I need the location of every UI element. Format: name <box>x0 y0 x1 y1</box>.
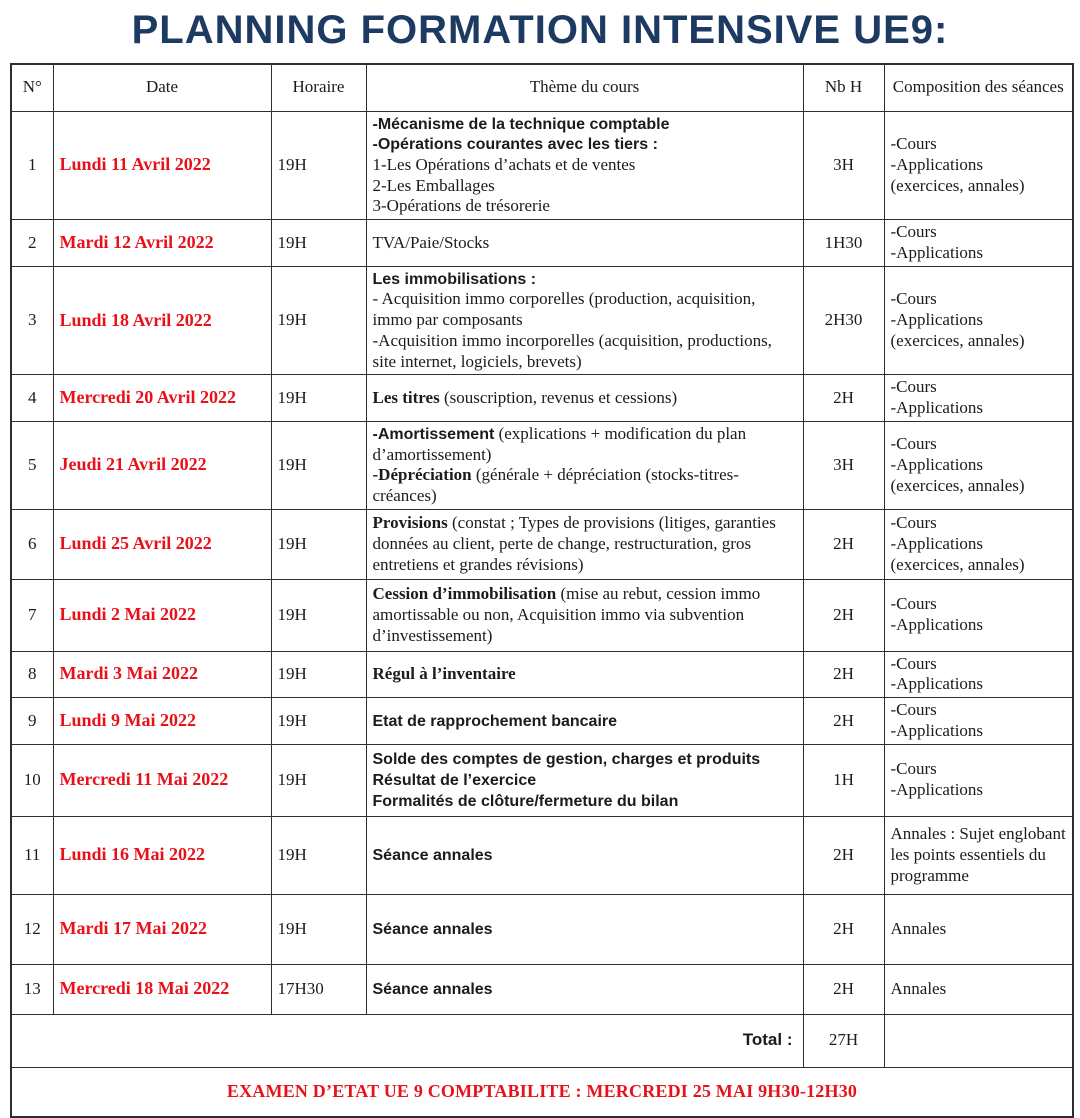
hours-cell: 2H30 <box>803 266 884 375</box>
header-date: Date <box>53 64 271 111</box>
date-text: Lundi 2 Mai 2022 <box>59 604 197 625</box>
theme-segment: (explications + modification du plan d’amortissement) <box>372 423 747 464</box>
theme-segment: -Mécanisme de la technique comptable <box>372 115 670 133</box>
table-row <box>11 266 1073 375</box>
row-number-cell: 10 <box>11 744 53 816</box>
theme-segment: TVA/Paie/Stocks <box>372 232 490 252</box>
table-header-row <box>11 64 1073 111</box>
horaire-cell: 19H <box>271 111 366 220</box>
theme-segment: - Acquisition immo corporelles (production, acquisition, immo par composants <box>372 289 756 330</box>
date-cell <box>53 816 271 894</box>
row-number-cell: 13 <box>11 964 53 1014</box>
theme-segment: 2-Les Emballages <box>372 175 495 195</box>
theme-line <box>373 465 797 506</box>
planning-document-page <box>0 6 1080 1101</box>
date-cell <box>53 744 271 816</box>
theme-cell <box>366 375 803 421</box>
horaire-cell: 19H <box>271 375 366 421</box>
total-empty-cell <box>884 1014 1073 1067</box>
theme-segment: Etat de rapprochement bancaire <box>372 712 618 730</box>
table-row <box>11 111 1073 220</box>
hours-cell: 2H <box>803 651 884 697</box>
exam-notice-row <box>11 1067 1073 1117</box>
composition-line: -Cours <box>890 222 937 242</box>
composition-cell <box>884 421 1073 509</box>
row-number-cell: 7 <box>11 579 53 651</box>
theme-segment: Solde des comptes de gestion, charges et produits <box>372 751 761 769</box>
theme-segment: Séance annales <box>372 846 493 864</box>
theme-cell <box>366 266 803 375</box>
theme-cell <box>366 698 803 744</box>
date-text: Mercredi 11 Mai 2022 <box>59 769 229 790</box>
composition-line: -Applications <box>890 242 984 262</box>
theme-cell <box>366 509 803 579</box>
composition-cell <box>884 651 1073 697</box>
theme-line <box>373 134 797 155</box>
row-number-cell: 4 <box>11 375 53 421</box>
horaire-cell: 19H <box>271 579 366 651</box>
theme-segment: Séance annales <box>372 980 493 998</box>
table-row <box>11 651 1073 697</box>
theme-segment: -Acquisition immo incorporelles (acquisition, productions, site internet, logiciels, brevets) <box>372 330 772 371</box>
composition-line: -Cours <box>890 759 937 779</box>
hours-cell: 2H <box>803 964 884 1014</box>
horaire-cell: 19H <box>271 509 366 579</box>
exam-notice-text: EXAMEN D’ETAT UE 9 COMPTABILITE : MERCREDI 25 MAI 9H30-12H30 <box>11 1067 1073 1117</box>
date-text: Lundi 18 Avril 2022 <box>59 309 212 330</box>
theme-line <box>373 233 797 254</box>
theme-segment: 1-Les Opérations d’achats et de ventes <box>372 154 636 174</box>
theme-segment: -Dépréciation <box>372 465 472 485</box>
date-cell <box>53 375 271 421</box>
composition-cell <box>884 375 1073 421</box>
table-row <box>11 579 1073 651</box>
theme-line <box>373 388 797 409</box>
date-text: Mardi 12 Avril 2022 <box>59 231 214 252</box>
hours-cell: 3H <box>803 421 884 509</box>
theme-segment: -Opérations courantes avec les tiers : <box>372 136 658 154</box>
composition-line: -Applications <box>890 454 984 474</box>
theme-line <box>373 749 797 770</box>
composition-line: (exercices, annales) <box>890 330 1025 350</box>
date-cell <box>53 964 271 1014</box>
theme-cell <box>366 964 803 1014</box>
composition-line: Annales <box>890 918 947 938</box>
theme-segment: Les titres <box>372 387 440 407</box>
header-composition: Composition des séances <box>884 64 1073 111</box>
composition-cell <box>884 509 1073 579</box>
theme-segment: -Amortissement <box>372 425 495 443</box>
composition-line: Annales <box>890 978 947 998</box>
date-text: Lundi 9 Mai 2022 <box>59 709 197 730</box>
table-row <box>11 421 1073 509</box>
composition-line: -Cours <box>890 513 937 533</box>
hours-cell: 2H <box>803 698 884 744</box>
theme-cell <box>366 421 803 509</box>
hours-cell: 2H <box>803 509 884 579</box>
composition-line: -Applications <box>890 720 984 740</box>
composition-line: -Applications <box>890 310 984 330</box>
date-text: Lundi 25 Avril 2022 <box>59 533 212 554</box>
horaire-cell: 19H <box>271 894 366 964</box>
row-number-cell: 6 <box>11 509 53 579</box>
date-text: Mardi 3 Mai 2022 <box>59 663 198 684</box>
horaire-cell: 17H30 <box>271 964 366 1014</box>
date-text: Mardi 17 Mai 2022 <box>59 918 207 939</box>
theme-line <box>373 584 797 646</box>
theme-line <box>373 711 797 732</box>
page-title: PLANNING FORMATION INTENSIVE UE9: <box>131 8 949 52</box>
date-cell <box>53 266 271 375</box>
hours-cell: 1H <box>803 744 884 816</box>
date-cell <box>53 579 271 651</box>
row-number-cell: 8 <box>11 651 53 697</box>
date-cell <box>53 220 271 266</box>
theme-line <box>373 513 797 575</box>
date-cell <box>53 509 271 579</box>
hours-cell: 1H30 <box>803 220 884 266</box>
header-nbh: Nb H <box>803 64 884 111</box>
theme-line <box>373 196 797 217</box>
table-row <box>11 509 1073 579</box>
hours-cell: 3H <box>803 111 884 220</box>
theme-line <box>373 791 797 812</box>
date-cell <box>53 421 271 509</box>
theme-segment: Formalités de clôture/fermeture du bilan <box>372 792 679 810</box>
table-row <box>11 894 1073 964</box>
row-number-cell: 2 <box>11 220 53 266</box>
composition-cell <box>884 111 1073 220</box>
date-cell <box>53 651 271 697</box>
hours-cell: 2H <box>803 816 884 894</box>
date-text: Lundi 11 Avril 2022 <box>59 154 211 175</box>
theme-line <box>373 155 797 176</box>
theme-segment: Provisions <box>372 513 448 533</box>
composition-line: -Applications <box>890 780 984 800</box>
theme-line <box>373 269 797 290</box>
total-label: Total : <box>11 1014 803 1067</box>
total-row <box>11 1014 1073 1067</box>
theme-line <box>373 770 797 791</box>
composition-line: (exercices, annales) <box>890 554 1025 574</box>
theme-segment: Cession d’immobilisation <box>372 584 557 604</box>
theme-line <box>373 114 797 135</box>
theme-segment: Régul à l’inventaire <box>372 664 516 684</box>
total-hours-value: 27H <box>803 1014 884 1067</box>
horaire-cell: 19H <box>271 698 366 744</box>
composition-line: -Cours <box>890 700 937 720</box>
theme-line <box>373 979 797 1000</box>
horaire-cell: 19H <box>271 266 366 375</box>
composition-line: -Cours <box>890 434 937 454</box>
composition-cell <box>884 964 1073 1014</box>
theme-segment: Résultat de l’exercice <box>372 771 537 789</box>
theme-segment: Les immobilisations : <box>372 270 537 288</box>
hours-cell: 2H <box>803 894 884 964</box>
theme-segment: (générale + dépréciation (stocks-titres-créances) <box>372 465 739 505</box>
composition-cell <box>884 220 1073 266</box>
theme-segment: (mise au rebut, cession immo amortissable ou non, Acquisition immo via subvention d’investissement) <box>372 584 761 645</box>
composition-line: (exercices, annales) <box>890 475 1025 495</box>
theme-cell <box>366 744 803 816</box>
theme-line <box>373 845 797 866</box>
table-row <box>11 744 1073 816</box>
composition-cell <box>884 266 1073 375</box>
date-cell <box>53 111 271 220</box>
theme-cell <box>366 816 803 894</box>
hours-cell: 2H <box>803 579 884 651</box>
theme-line <box>373 176 797 197</box>
composition-line: -Cours <box>890 653 937 673</box>
composition-cell <box>884 698 1073 744</box>
theme-segment: (souscription, revenus et cessions) <box>439 387 678 407</box>
composition-line: -Cours <box>890 134 937 154</box>
composition-line: Annales : Sujet englobant les points essentiels du programme <box>890 824 1066 885</box>
theme-cell <box>366 651 803 697</box>
date-text: Mercredi 20 Avril 2022 <box>59 387 236 408</box>
header-theme: Thème du cours <box>366 64 803 111</box>
theme-segment: (constat ; Types de provisions (litiges, garanties données au client, perte de change, restructuration, gros entretiens et grandes révisions) <box>372 513 776 574</box>
row-number-cell: 9 <box>11 698 53 744</box>
hours-cell: 2H <box>803 375 884 421</box>
horaire-cell: 19H <box>271 651 366 697</box>
table-row <box>11 375 1073 421</box>
horaire-cell: 19H <box>271 220 366 266</box>
table-row <box>11 816 1073 894</box>
table-row <box>11 220 1073 266</box>
header-num: N° <box>11 64 53 111</box>
date-text: Jeudi 21 Avril 2022 <box>59 454 207 475</box>
composition-line: -Cours <box>890 289 937 309</box>
theme-cell <box>366 894 803 964</box>
date-cell <box>53 698 271 744</box>
header-horaire: Horaire <box>271 64 366 111</box>
theme-cell <box>366 220 803 266</box>
row-number-cell: 3 <box>11 266 53 375</box>
horaire-cell: 19H <box>271 421 366 509</box>
composition-line: -Cours <box>890 594 937 614</box>
theme-cell <box>366 111 803 220</box>
theme-line <box>373 664 797 685</box>
theme-cell <box>366 579 803 651</box>
table-row <box>11 698 1073 744</box>
row-number-cell: 1 <box>11 111 53 220</box>
row-number-cell: 11 <box>11 816 53 894</box>
row-number-cell: 5 <box>11 421 53 509</box>
composition-line: -Applications <box>890 398 984 418</box>
date-text: Lundi 16 Mai 2022 <box>59 844 206 865</box>
composition-line: -Cours <box>890 377 937 397</box>
horaire-cell: 19H <box>271 816 366 894</box>
theme-line <box>373 919 797 940</box>
theme-line <box>373 289 797 330</box>
theme-line <box>373 424 797 465</box>
table-row <box>11 964 1073 1014</box>
theme-line <box>373 331 797 372</box>
theme-segment: 3-Opérations de trésorerie <box>372 196 550 216</box>
composition-cell <box>884 579 1073 651</box>
horaire-cell: 19H <box>271 744 366 816</box>
composition-line: -Applications <box>890 154 984 174</box>
date-text: Mercredi 18 Mai 2022 <box>59 978 230 999</box>
composition-line: (exercices, annales) <box>890 175 1025 195</box>
composition-cell <box>884 816 1073 894</box>
composition-line: -Applications <box>890 533 984 553</box>
planning-table <box>10 63 1074 1118</box>
date-cell <box>53 894 271 964</box>
composition-cell <box>884 744 1073 816</box>
theme-segment: Séance annales <box>372 920 493 938</box>
composition-line: -Applications <box>890 674 984 694</box>
composition-line: -Applications <box>890 615 984 635</box>
row-number-cell: 12 <box>11 894 53 964</box>
composition-cell <box>884 894 1073 964</box>
